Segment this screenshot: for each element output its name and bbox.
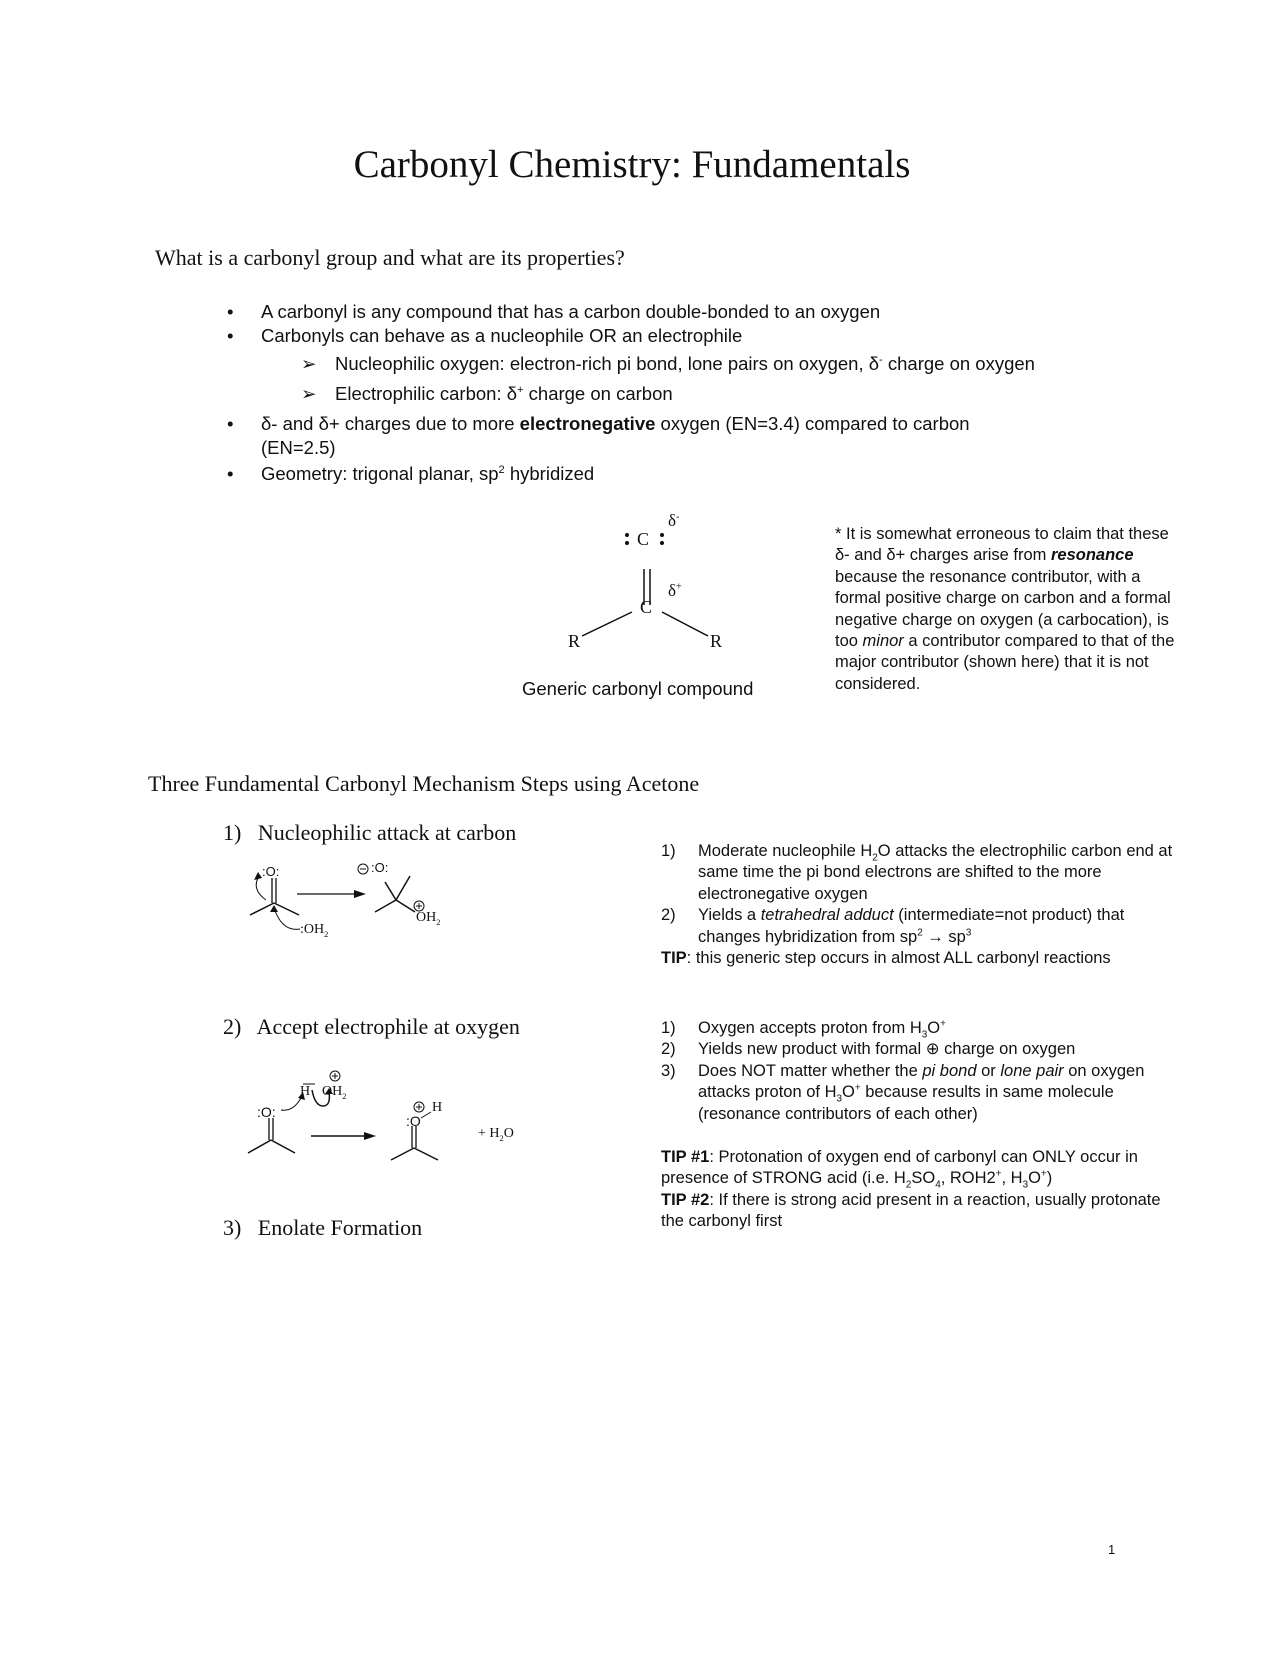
list-item: 1) Moderate nucleophile $H_2O$ attacks the electrophilic carbon end at same time the pi bond electrons are shifted to the more electronegative oxygen (661, 842, 1173, 903)
list-item (301, 352, 1035, 376)
list-item: 2) Yields a tetrahedral adduct (intermediate=not product) that changes hybridization from $sp^2 \to sp^3$ (661, 906, 1125, 946)
mechanism-2-bonds (245, 1060, 545, 1170)
list-item: 1) Oxygen accepts proton from $H_3O^+$ (661, 1018, 946, 1041)
hydronium-label: $OH_2$ (322, 1084, 347, 1101)
bullet-text: Carbonyls can behave as a nucleophile OR an electrophile (261, 325, 743, 346)
delta-plus-label: δ+ (668, 581, 682, 600)
superscript: 2 (498, 463, 505, 476)
carbonyl-oxygen-label: :O: (257, 1104, 276, 1120)
page-number: 1 (1108, 1542, 1116, 1557)
resonance-note (835, 524, 1175, 695)
list-item (301, 382, 1035, 406)
note-text: because the resonance contributor, with a formal positive charge on carbon and a formal negative charge on oxygen (a carbocation), is too (835, 567, 1171, 651)
step-heading-3: 3) Enolate Formation (223, 1215, 423, 1240)
oxonium-label: $OH_2$ (416, 910, 441, 927)
note-text: * It is somewhat erroneous to claim that these δ- and δ+ charges arise from (835, 525, 1169, 565)
protonated-oxygen-label: :O (406, 1113, 421, 1129)
arrowhead-bullet-icon: ➢ (301, 383, 317, 404)
list-item: • δ- and δ+ charges due to more electronegative oxygen (EN=3.4) compared to carbon (EN=2.5) (227, 413, 970, 458)
proton-label: H (300, 1084, 311, 1099)
bullet-text: Geometry: trigonal planar, sp (261, 463, 499, 484)
list-item: • Geometry: trigonal planar, $sp^2$ hybridized (227, 463, 595, 484)
list-item: • A carbonyl is any compound that has a carbon double-bonded to an oxygen (227, 301, 881, 322)
tip-2: TIP #2: If there is strong acid present in a reaction, usually protonate the carbonyl first (661, 1190, 1161, 1231)
note-emphasis: minor (862, 632, 904, 651)
oxygen-atom: C (637, 529, 650, 549)
note-emphasis: resonance (1051, 546, 1134, 565)
carbonyl-diagram (520, 505, 800, 705)
question-heading: What is a carbonyl group and what are its properties? (155, 245, 625, 270)
bullet-text: oxygen (EN=3.4) compared to carbon (655, 413, 970, 434)
r-group-left: R (568, 631, 581, 651)
carbon-atom: C (640, 597, 653, 617)
list-item: • Carbonyls can behave as a nucleophile OR an electrophile (227, 325, 743, 346)
bold-term: electronegative (519, 413, 656, 434)
arrowhead-bullet-icon: ➢ (301, 353, 317, 374)
bond-lines (520, 505, 800, 665)
list-item: 3) Does NOT matter whether the pi bond or lone pair on oxygen attacks proton of $H_3O^+$ because results in same molecule (resonance contributors of each other) (661, 1061, 1145, 1123)
r-group-right: R (710, 631, 723, 651)
sub-bullet-text: Electrophilic carbon: δ (335, 383, 518, 404)
bullet-text: hybridized (504, 463, 595, 484)
page-title: Carbonyl Chemistry: Fundamentals (353, 143, 911, 186)
bullet-text: (EN=2.5) (261, 437, 336, 458)
step-1-notes (661, 841, 1181, 969)
step-heading-1: 1) Nucleophilic attack at carbon (223, 820, 517, 845)
superscript: + (517, 383, 524, 396)
sub-bullet-text: charge on carbon (523, 383, 673, 404)
section-heading: Three Fundamental Carbonyl Mechanism Steps using Acetone (148, 771, 700, 796)
step-2-notes (661, 1018, 1181, 1233)
bullet-text: δ- and δ+ charges due to more (261, 413, 520, 434)
step-heading-2: 2) Accept electrophile at oxygen (223, 1014, 520, 1039)
bullet-list (227, 300, 1035, 486)
mechanism-2-scheme (245, 1060, 545, 1170)
note-text: a contributor compared to that of the major contributor (shown here) that it is not considered. (835, 632, 1175, 693)
carbonyl-oxygen-label: :O: (262, 864, 280, 879)
bullet-text: A carbonyl is any compound that has a carbon double-bonded to an oxygen (261, 301, 881, 322)
water-byproduct-label: + $H_2O$ (478, 1126, 514, 1143)
sub-bullet-text: charge on oxygen (882, 353, 1035, 374)
delta-minus-label: δ- (668, 511, 680, 530)
alkoxide-oxygen-label: :O: (371, 860, 389, 875)
diagram-caption: Generic carbonyl compound (522, 678, 754, 699)
tip-1: TIP #1: Protonation of oxygen end of carbonyl can ONLY occur in presence of STRONG acid (i.e. $H_2SO_4$, ROH2+, $H_3O^+$) (661, 1148, 1138, 1191)
tip: TIP: this generic step occurs in almost ALL carbonyl reactions (661, 949, 1111, 968)
superscript: - (879, 353, 883, 366)
water-label: $:OH_2$ (300, 922, 329, 939)
sub-bullet-text: Nucleophilic oxygen: electron-rich pi bond, lone pairs on oxygen, δ (335, 353, 880, 374)
added-proton-label: H (432, 1100, 443, 1115)
mechanism-1-scheme (240, 860, 460, 960)
list-item: 2) Yields new product with formal ⊕ charge on oxygen (661, 1040, 1076, 1059)
